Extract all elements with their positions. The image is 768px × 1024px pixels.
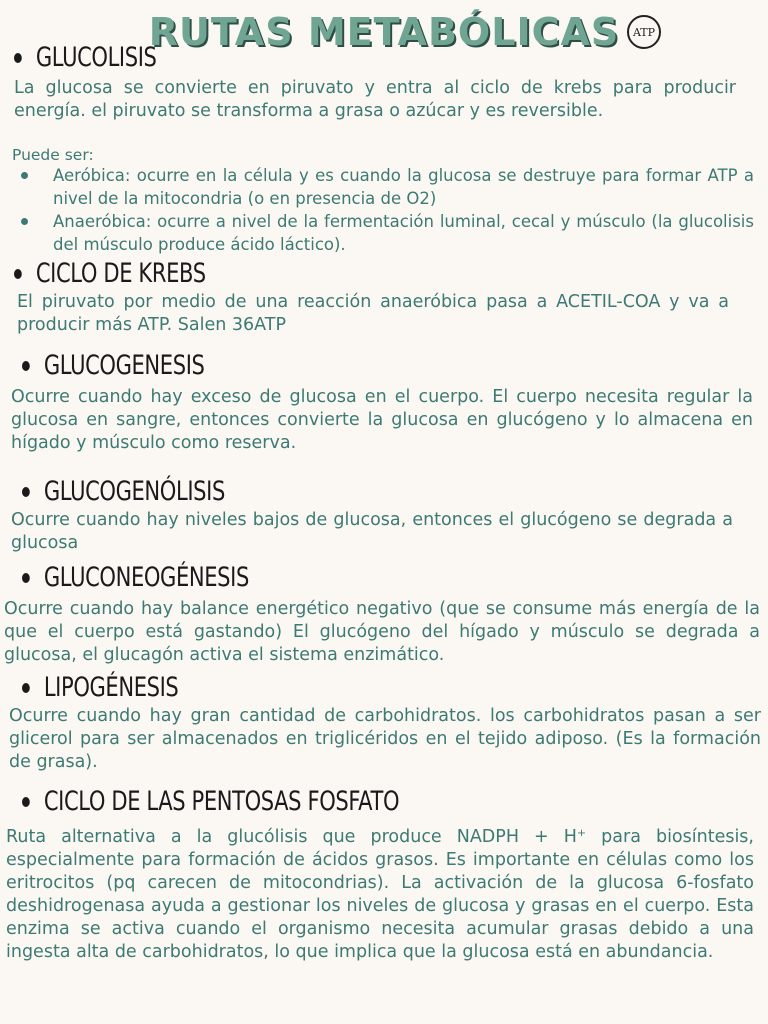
- bullet-dot: [22, 797, 30, 807]
- section-heading-glucogenesis: [22, 348, 204, 384]
- bullet-dot: [22, 361, 30, 371]
- section-heading-gluconeogenesis: [22, 560, 249, 596]
- section-heading-label: CICLO DE LAS PENTOSAS FOSFATO: [43, 786, 400, 817]
- bullet-dot: [14, 53, 22, 63]
- section-text-lipogenesis: Ocurre cuando hay gran cantidad de carbohidratos. los carbohidratos pasan a ser glicerol para ser almacenados en triglicéridos en el tejido adiposo. (Es la formación de grasa).: [9, 706, 761, 772]
- section-text-glucolisis: La glucosa se convierte en piruvato y entra al ciclo de krebs para producir energía. el piruvato se transforma a grasa o azúcar y es reversible.: [14, 78, 736, 121]
- section-heading-label: CICLO DE KREBS: [35, 258, 206, 289]
- section-heading-krebs: [14, 256, 206, 292]
- bullet-dot: [22, 487, 30, 497]
- glucolisis-types-list: [13, 164, 754, 256]
- section-heading-glucogenolisis: [22, 474, 225, 510]
- list-item-aerobica: Aeróbica: ocurre en la célula y es cuando la glucosa se destruye para formar ATP a nivel de la mitocondria (o en presencia de O2): [13, 164, 754, 210]
- bullet-dot: [22, 683, 30, 693]
- section-text-glucogenesis: Ocurre cuando hay exceso de glucosa en el cuerpo. El cuerpo necesita regular la glucosa en sangre, entonces convierte la glucosa en glucógeno y lo almacena en hígado y músculo como reserva.: [11, 387, 753, 453]
- section-text-pentosas: Ruta alternativa a la glucólisis que produce NADPH + H⁺ para biosíntesis, especialmente para formación de ácidos grasos. Es importante en células como los eritrocitos (pq carecen de mitocondrias). La activación de la glucosa 6-fosfato deshidrogenasa ayuda a gestionar los niveles de glucosa y grasas en el cuerpo. Esta enzima se activa cuando el organismo necesita acumular grasas debido a una ingesta alta de carbohidratos, lo que implica que la glucosa está en abundancia.: [6, 827, 754, 962]
- atp-badge: ATP: [627, 15, 661, 49]
- bullet-dot: [14, 269, 22, 279]
- section-heading-label: GLUCOGENESIS: [43, 350, 205, 381]
- bullet-dot: [22, 573, 30, 583]
- section-heading-label: GLUCOGENÓLISIS: [43, 476, 225, 507]
- section-text-glucogenolisis: Ocurre cuando hay niveles bajos de glucosa, entonces el glucógeno se degrada a glucosa: [11, 510, 733, 553]
- section-heading-glucolisis: [14, 40, 157, 76]
- list-item-anaerobica: Anaeróbica: ocurre a nivel de la fermentación luminal, cecal y músculo (la glucolisis del músculo produce ácido láctico).: [13, 210, 754, 256]
- section-text-krebs: El piruvato por medio de una reacción anaeróbica pasa a ACETIL-COA y va a producir más ATP. Salen 36ATP: [17, 292, 729, 335]
- section-heading-label: GLUCONEOGÉNESIS: [43, 562, 249, 593]
- subheading-puede-ser: Puede ser:: [12, 146, 94, 164]
- section-text-gluconeogenesis: Ocurre cuando hay balance energético negativo (que se consume más energía de la que el cuerpo está gastando) El glucógeno del hígado y músculo se degrada a glucosa, el glucagón activa el sistema enzimático.: [4, 599, 760, 665]
- page-title: RUTAS METABÓLICAS: [148, 10, 620, 54]
- section-heading-lipogenesis: [22, 670, 178, 706]
- section-heading-pentosas: [22, 784, 399, 820]
- section-heading-label: GLUCOLISIS: [35, 42, 157, 73]
- section-heading-label: LIPOGÉNESIS: [43, 672, 179, 703]
